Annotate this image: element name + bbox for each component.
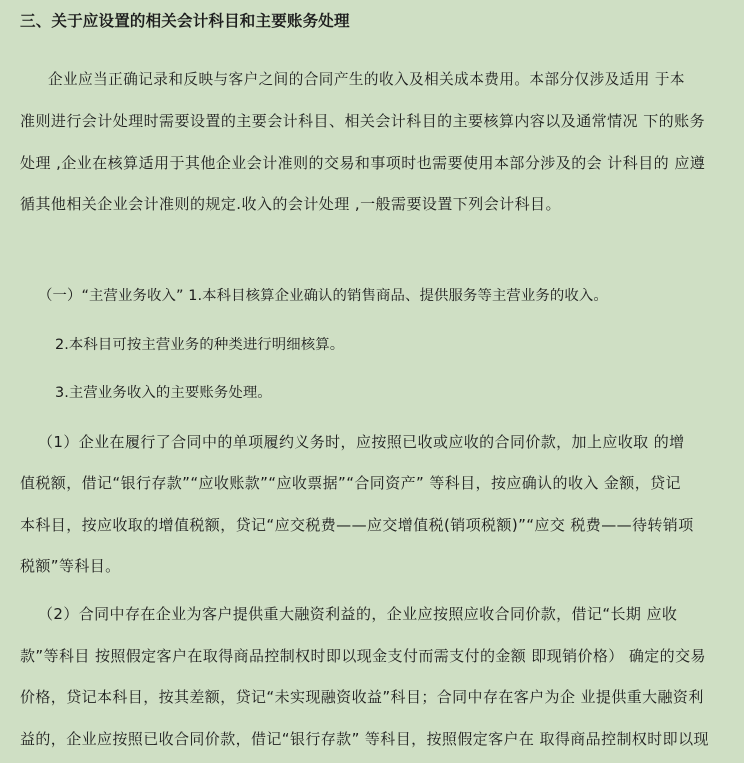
paragraph-1-line-4: 税额”等科目。 <box>20 557 121 575</box>
paragraph-1-line-1: （1）企业在履行了合同中的单项履约义务时，应按照已收或应收的合同价款，加上应收取 的增 <box>38 433 685 451</box>
subsection-item-3: 3.主营业务收入的主要账务处理。 <box>55 385 272 401</box>
paragraph-1-line-3: 本科目，按应收取的增值税额，贷记“应交税费——应交增值税(销项税额)”“应交 税费——待转销项 <box>20 516 694 534</box>
paragraph-2-line-1: （2）合同中存在企业为客户提供重大融资利益的，企业应按照应收合同价款，借记“长期 应收 <box>38 605 678 623</box>
intro-line-4: 循其他相关企业会计准则的规定.收入的会计处理 ,一般需要设置下列会计科目。 <box>20 195 561 213</box>
intro-line-1: 企业应当正确记录和反映与客户之间的合同产生的收入及相关成本费用。本部分仅涉及适用 于本 <box>48 71 685 88</box>
intro-line-3: 处理 ,企业在核算适用于其他企业会计准则的交易和事项时也需要使用本部分涉及的会 计科目的 应遵 <box>20 154 706 172</box>
paragraph-1-line-2: 值税额，借记“银行存款”“应收账款”“应收票据”“合同资产” 等科目，按应确认的收入 金额，贷记 <box>20 474 681 492</box>
paragraph-2-line-4: 益的，企业应按照已收合同价款，借记“银行存款” 等科目，按照假定客户在 取得商品控制权时即以现 <box>20 730 709 748</box>
paragraph-2-line-3: 价格，贷记本科目，按其差额，贷记“未实现融资收益”科目；合同中存在客户为企 业提供重大融资利 <box>20 688 704 706</box>
subsection-item-2: 2.本科目可按主营业务的种类进行明细核算。 <box>55 337 345 353</box>
section-heading: 三、关于应设置的相关会计科目和主要账务处理 <box>20 12 350 30</box>
intro-line-2: 准则进行会计处理时需要设置的主要会计科目、相关会计科目的主要核算内容以及通常情况 下的账务 <box>20 112 706 130</box>
paragraph-2-line-2: 款”等科目 按照假定客户在取得商品控制权时即以现金支付而需支付的金额 即现销价格） 确定的交易 <box>20 647 706 665</box>
subsection-title: （一）“主营业务收入” 1.本科目核算企业确认的销售商品、提供服务等主营业务的收入。 <box>38 288 608 304</box>
